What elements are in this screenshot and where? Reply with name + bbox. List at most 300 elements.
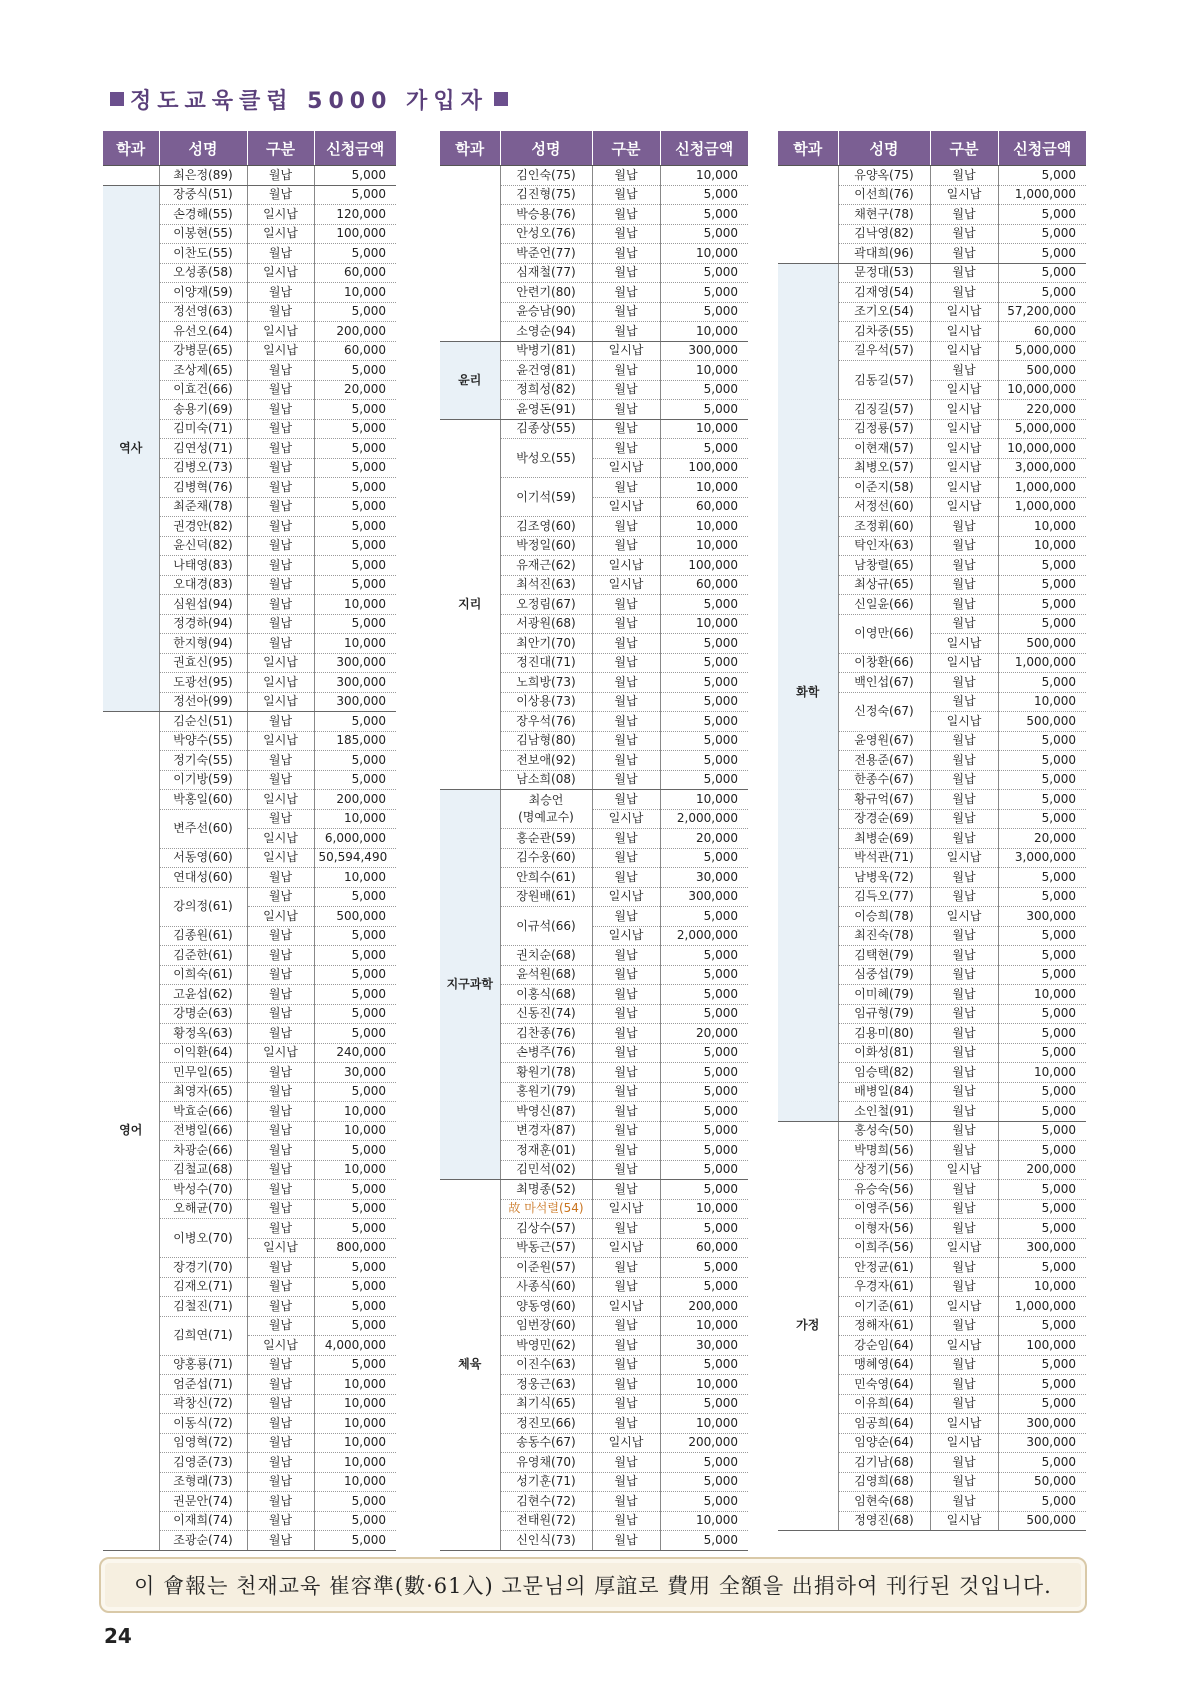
amount-cell: 5,000: [660, 1141, 748, 1161]
amount-cell: 10,000,000: [998, 380, 1086, 400]
amount-cell: 10,000: [998, 1277, 1086, 1297]
amount-cell: 5,000: [660, 1394, 748, 1414]
amount-cell: 5,000: [314, 712, 396, 732]
name-cell: 문정대(53): [838, 263, 930, 283]
type-cell: 월납: [930, 244, 998, 264]
member-table-3: [778, 131, 1086, 1531]
name-cell: 임영혁(72): [159, 1433, 247, 1453]
name-cell: 김현수(72): [500, 1492, 592, 1512]
name-cell: 백인섭(67): [838, 673, 930, 693]
type-cell: 월납: [247, 458, 314, 478]
name-cell: 정웅근(63): [500, 1375, 592, 1395]
type-cell: 월납: [930, 1004, 998, 1024]
header-type: 구분: [592, 131, 660, 166]
type-cell: 월납: [592, 380, 660, 400]
amount-cell: 5,000: [314, 439, 396, 459]
name-cell: 김징길(57): [838, 400, 930, 420]
name-cell: 전병일(66): [159, 1121, 247, 1141]
name-cell: 연대성(60): [159, 868, 247, 888]
name-cell: 김차중(55): [838, 322, 930, 342]
name-cell: 정선아(99): [159, 692, 247, 712]
amount-cell: 5,000: [998, 1102, 1086, 1122]
amount-cell: 10,000: [660, 419, 748, 439]
type-cell: 월납: [247, 185, 314, 205]
amount-cell: 10,000: [660, 361, 748, 381]
type-cell: 월납: [247, 634, 314, 654]
amount-cell: 5,000: [314, 536, 396, 556]
type-cell: 일시납: [930, 1433, 998, 1453]
amount-cell: 5,000: [314, 926, 396, 946]
table-row: [778, 1121, 1086, 1141]
name-cell: 윤건영(81): [500, 361, 592, 381]
amount-cell: 5,000: [998, 575, 1086, 595]
member-table-2: [440, 131, 748, 1551]
dept-cell: 화학: [778, 263, 838, 1121]
type-cell: 월납: [592, 985, 660, 1005]
amount-cell: 10,000: [660, 1511, 748, 1531]
amount-cell: 5,000: [660, 400, 748, 420]
name-cell: 윤영원(67): [838, 731, 930, 751]
name-cell: 곽창신(72): [159, 1394, 247, 1414]
type-cell: 월납: [247, 439, 314, 459]
type-cell: 월납: [930, 1472, 998, 1492]
type-cell: 월납: [592, 770, 660, 790]
amount-cell: 5,000: [314, 517, 396, 537]
amount-cell: 10,000: [660, 614, 748, 634]
amount-cell: 5,000: [998, 595, 1086, 615]
name-cell: 최진숙(78): [838, 926, 930, 946]
type-cell: 월납: [930, 283, 998, 303]
amount-cell: 5,000: [998, 809, 1086, 829]
name-cell: 강순임(64): [838, 1336, 930, 1356]
name-cell: 이상용(73): [500, 692, 592, 712]
type-cell: 월납: [592, 868, 660, 888]
amount-cell: 57,200,000: [998, 302, 1086, 322]
amount-cell: 1,000,000: [998, 478, 1086, 498]
type-cell: 월납: [592, 166, 660, 186]
name-cell: 이익환(64): [159, 1043, 247, 1063]
name-cell: 최병오(57): [838, 458, 930, 478]
amount-cell: 5,000: [660, 1004, 748, 1024]
table-row: [103, 185, 396, 205]
amount-cell: 5,000: [314, 1141, 396, 1161]
type-cell: 월납: [247, 1160, 314, 1180]
name-cell: 이규석(66): [500, 907, 592, 946]
name-cell: 양동영(60): [500, 1297, 592, 1317]
header-type: 구분: [930, 131, 998, 166]
amount-cell: 5,000: [314, 478, 396, 498]
name-cell: 정희성(82): [500, 380, 592, 400]
name-cell: 유승숙(56): [838, 1180, 930, 1200]
name-cell: 이승희(78): [838, 907, 930, 927]
name-cell: 김인숙(75): [500, 166, 592, 186]
type-cell: 월납: [247, 400, 314, 420]
name-cell: 김정룡(57): [838, 419, 930, 439]
type-cell: 월납: [592, 1277, 660, 1297]
table-row: [440, 1180, 748, 1200]
type-cell: 일시납: [247, 205, 314, 225]
amount-cell: 5,000: [314, 985, 396, 1005]
type-cell: 월납: [592, 205, 660, 225]
name-cell: 심원섭(94): [159, 595, 247, 615]
amount-cell: 10,000: [998, 1063, 1086, 1083]
table-row: [440, 341, 748, 361]
type-cell: 일시납: [930, 302, 998, 322]
name-cell: 이희숙(61): [159, 965, 247, 985]
dept-cell: [778, 166, 838, 264]
type-cell: 월납: [592, 283, 660, 303]
name-cell: 전용준(67): [838, 751, 930, 771]
name-cell: 박명희(56): [838, 1141, 930, 1161]
name-cell: 전태원(72): [500, 1511, 592, 1531]
amount-cell: 5,000,000: [998, 419, 1086, 439]
amount-cell: 5,000: [660, 1043, 748, 1063]
type-cell: 일시납: [930, 478, 998, 498]
dept-cell: 지리: [440, 419, 500, 790]
name-cell: 오대경(83): [159, 575, 247, 595]
table-row: [440, 790, 748, 810]
amount-cell: 5,000: [998, 1043, 1086, 1063]
amount-cell: 10,000: [314, 595, 396, 615]
name-cell: 김미숙(71): [159, 419, 247, 439]
amount-cell: 5,000: [660, 1492, 748, 1512]
amount-cell: 60,000: [998, 322, 1086, 342]
type-cell: 일시납: [930, 1238, 998, 1258]
type-cell: 월납: [247, 614, 314, 634]
amount-cell: 60,000: [660, 1238, 748, 1258]
type-cell: 일시납: [930, 380, 998, 400]
name-cell: 최안기(70): [500, 634, 592, 654]
name-cell: 도광선(95): [159, 673, 247, 693]
amount-cell: 500,000: [998, 1511, 1086, 1531]
name-cell: 최병순(69): [838, 829, 930, 849]
amount-cell: 5,000: [660, 965, 748, 985]
name-cell: 조상제(65): [159, 361, 247, 381]
type-cell: 월납: [247, 770, 314, 790]
amount-cell: 500,000: [998, 361, 1086, 381]
amount-cell: 10,000: [314, 1453, 396, 1473]
amount-cell: 5,000: [660, 1121, 748, 1141]
amount-cell: 5,000: [314, 244, 396, 264]
type-cell: 월납: [592, 1472, 660, 1492]
name-cell: 홍순관(59): [500, 829, 592, 849]
amount-cell: 20,000: [660, 1024, 748, 1044]
name-cell: 이영주(56): [838, 1199, 930, 1219]
name-cell: 박영신(87): [500, 1102, 592, 1122]
amount-cell: 5,000: [660, 1102, 748, 1122]
type-cell: 월납: [247, 1277, 314, 1297]
name-cell: 손경해(55): [159, 205, 247, 225]
type-cell: 월납: [247, 985, 314, 1005]
type-cell: 월납: [930, 575, 998, 595]
amount-cell: 5,000: [998, 1219, 1086, 1239]
name-cell: 장중식(51): [159, 185, 247, 205]
type-cell: 월납: [247, 1219, 314, 1239]
type-cell: 일시납: [930, 497, 998, 517]
amount-cell: 5,000: [314, 1024, 396, 1044]
type-cell: 일시납: [930, 712, 998, 732]
amount-cell: 5,000: [660, 634, 748, 654]
amount-cell: 10,000: [314, 1121, 396, 1141]
type-cell: 월납: [930, 1316, 998, 1336]
amount-cell: 800,000: [314, 1238, 396, 1258]
amount-cell: 5,000: [998, 1258, 1086, 1278]
name-cell: 박양수(55): [159, 731, 247, 751]
amount-cell: 50,000: [998, 1472, 1086, 1492]
name-cell: 이희주(56): [838, 1238, 930, 1258]
name-cell: 우경자(61): [838, 1277, 930, 1297]
amount-cell: 10,000: [314, 1472, 396, 1492]
type-cell: 월납: [247, 712, 314, 732]
name-cell: 신일윤(66): [838, 595, 930, 615]
type-cell: 월납: [930, 1492, 998, 1512]
amount-cell: 5,000: [998, 770, 1086, 790]
type-cell: 월납: [592, 361, 660, 381]
type-cell: 월납: [247, 166, 314, 186]
type-cell: 일시납: [592, 458, 660, 478]
name-cell: 김용미(80): [838, 1024, 930, 1044]
header-dept: 학과: [103, 131, 159, 166]
amount-cell: 100,000: [998, 1336, 1086, 1356]
type-cell: 일시납: [247, 673, 314, 693]
type-cell: 월납: [247, 595, 314, 615]
amount-cell: 5,000: [314, 361, 396, 381]
name-cell: 이준원(57): [500, 1258, 592, 1278]
amount-cell: 5,000: [660, 185, 748, 205]
type-cell: 월납: [930, 1277, 998, 1297]
name-cell: 한지형(94): [159, 634, 247, 654]
type-cell: 월납: [930, 946, 998, 966]
amount-cell: 5,000: [998, 790, 1086, 810]
amount-cell: 5,000,000: [998, 341, 1086, 361]
name-cell: 유양옥(75): [838, 166, 930, 186]
type-cell: 월납: [930, 614, 998, 634]
name-cell: 변경자(87): [500, 1121, 592, 1141]
name-cell: 오해균(70): [159, 1199, 247, 1219]
name-cell: 최기식(65): [500, 1394, 592, 1414]
amount-cell: 5,000: [998, 1024, 1086, 1044]
type-cell: 일시납: [247, 322, 314, 342]
name-cell: 심재철(77): [500, 263, 592, 283]
type-cell: 월납: [592, 848, 660, 868]
type-cell: 월납: [592, 829, 660, 849]
type-cell: 월납: [592, 1004, 660, 1024]
name-cell: 김민석(02): [500, 1160, 592, 1180]
amount-cell: 10,000: [660, 1375, 748, 1395]
amount-cell: 300,000: [660, 887, 748, 907]
name-cell: 박병기(81): [500, 341, 592, 361]
type-cell: 월납: [247, 1180, 314, 1200]
type-cell: 월납: [247, 536, 314, 556]
type-cell: 월납: [592, 1121, 660, 1141]
name-cell: 김찬종(76): [500, 1024, 592, 1044]
type-cell: 월납: [592, 712, 660, 732]
amount-cell: 10,000: [998, 692, 1086, 712]
type-cell: 일시납: [930, 341, 998, 361]
type-cell: 월납: [247, 1004, 314, 1024]
name-cell: 김준한(61): [159, 946, 247, 966]
amount-cell: 5,000: [660, 1258, 748, 1278]
name-cell: 조정휘(60): [838, 517, 930, 537]
name-cell: 이진수(63): [500, 1355, 592, 1375]
amount-cell: 5,000: [998, 1492, 1086, 1512]
amount-cell: 10,000: [314, 1433, 396, 1453]
amount-cell: 100,000: [660, 458, 748, 478]
name-cell: 이봉현(55): [159, 224, 247, 244]
amount-cell: 5,000: [998, 1199, 1086, 1219]
name-cell: 이기방(59): [159, 770, 247, 790]
amount-cell: 5,000: [998, 1453, 1086, 1473]
type-cell: 월납: [592, 439, 660, 459]
amount-cell: 500,000: [998, 634, 1086, 654]
amount-cell: 5,000: [314, 751, 396, 771]
dept-cell: 체육: [440, 1180, 500, 1551]
name-cell: 정영진(68): [838, 1511, 930, 1531]
amount-cell: 10,000: [660, 244, 748, 264]
type-cell: 월납: [592, 1336, 660, 1356]
amount-cell: 200,000: [314, 322, 396, 342]
type-cell: 월납: [247, 946, 314, 966]
table-row: [440, 166, 748, 186]
name-cell: 이형자(56): [838, 1219, 930, 1239]
amount-cell: 5,000: [314, 302, 396, 322]
amount-cell: 20,000: [314, 380, 396, 400]
amount-cell: 5,000: [660, 946, 748, 966]
type-cell: 월납: [930, 770, 998, 790]
amount-cell: 5,000: [660, 263, 748, 283]
type-cell: 월납: [247, 926, 314, 946]
name-cell: 김연성(71): [159, 439, 247, 459]
type-cell: 일시납: [592, 1433, 660, 1453]
amount-cell: 5,000: [660, 1180, 748, 1200]
name-cell: 이기준(61): [838, 1297, 930, 1317]
amount-cell: 5,000: [314, 575, 396, 595]
type-cell: 월납: [592, 244, 660, 264]
name-cell: 안련기(80): [500, 283, 592, 303]
amount-cell: 10,000: [660, 166, 748, 186]
amount-cell: 5,000: [998, 1180, 1086, 1200]
name-cell: 유영채(70): [500, 1453, 592, 1473]
type-cell: 월납: [247, 302, 314, 322]
type-cell: 월납: [247, 380, 314, 400]
type-cell: 월납: [247, 868, 314, 888]
amount-cell: 120,000: [314, 205, 396, 225]
table-row: [440, 419, 748, 439]
type-cell: 월납: [247, 497, 314, 517]
name-cell: 전보애(92): [500, 751, 592, 771]
name-cell: 박성수(70): [159, 1180, 247, 1200]
type-cell: 월납: [592, 1453, 660, 1473]
name-cell: 나태영(83): [159, 556, 247, 576]
name-cell: 김영희(68): [838, 1472, 930, 1492]
amount-cell: 5,000: [660, 907, 748, 927]
name-cell: 엄준섭(71): [159, 1375, 247, 1395]
name-cell: 이병오(70): [159, 1219, 247, 1258]
type-cell: 월납: [247, 283, 314, 303]
amount-cell: 5,000: [660, 673, 748, 693]
type-cell: 월납: [592, 1355, 660, 1375]
amount-cell: 10,000: [998, 517, 1086, 537]
type-cell: 월납: [930, 361, 998, 381]
type-cell: 일시납: [930, 634, 998, 654]
name-cell: 임승택(82): [838, 1063, 930, 1083]
name-cell: 노희방(73): [500, 673, 592, 693]
amount-cell: 5,000: [660, 692, 748, 712]
type-cell: 월납: [592, 634, 660, 654]
name-cell: 장원배(61): [500, 887, 592, 907]
amount-cell: 20,000: [660, 829, 748, 849]
amount-cell: 5,000: [314, 1316, 396, 1336]
name-cell: 조형래(73): [159, 1472, 247, 1492]
amount-cell: 5,000: [998, 263, 1086, 283]
name-cell: 송동수(67): [500, 1433, 592, 1453]
name-cell: 황규억(67): [838, 790, 930, 810]
type-cell: 일시납: [247, 848, 314, 868]
name-cell: 정해자(61): [838, 1316, 930, 1336]
type-cell: 월납: [930, 809, 998, 829]
name-cell: 사종식(60): [500, 1277, 592, 1297]
name-cell: 최석진(63): [500, 575, 592, 595]
amount-cell: 300,000: [314, 653, 396, 673]
amount-cell: 10,000: [314, 1102, 396, 1122]
type-cell: 월납: [592, 1063, 660, 1083]
name-cell: 길우석(57): [838, 341, 930, 361]
type-cell: 일시납: [247, 1238, 314, 1258]
amount-cell: 5,000: [660, 1063, 748, 1083]
amount-cell: 10,000: [998, 985, 1086, 1005]
name-cell: 김재영(54): [838, 283, 930, 303]
name-cell: 박성오(55): [500, 439, 592, 478]
type-cell: 월납: [930, 224, 998, 244]
name-cell: 홍원기(79): [500, 1082, 592, 1102]
amount-cell: 1,000,000: [998, 1297, 1086, 1317]
type-cell: 월납: [247, 1297, 314, 1317]
type-cell: 월납: [247, 1511, 314, 1531]
name-cell: 서동영(60): [159, 848, 247, 868]
amount-cell: 5,000: [314, 556, 396, 576]
amount-cell: 300,000: [998, 907, 1086, 927]
amount-cell: 5,000: [660, 224, 748, 244]
name-cell: 이유희(64): [838, 1394, 930, 1414]
type-cell: 월납: [592, 322, 660, 342]
type-cell: 월납: [592, 1160, 660, 1180]
name-cell: 유선오(64): [159, 322, 247, 342]
amount-cell: 5,000: [314, 497, 396, 517]
name-cell: 최명종(52): [500, 1180, 592, 1200]
name-cell: 성기훈(71): [500, 1472, 592, 1492]
amount-cell: 5,000: [314, 946, 396, 966]
type-cell: 월납: [930, 166, 998, 186]
name-cell: 박준언(77): [500, 244, 592, 264]
name-cell: 서정선(60): [838, 497, 930, 517]
name-cell: 김상수(57): [500, 1219, 592, 1239]
name-cell: 상정기(56): [838, 1160, 930, 1180]
amount-cell: 2,000,000: [660, 926, 748, 946]
amount-cell: 300,000: [314, 692, 396, 712]
name-cell: 이동식(72): [159, 1414, 247, 1434]
type-cell: 월납: [592, 1180, 660, 1200]
type-cell: 월납: [930, 1199, 998, 1219]
name-cell: 김동길(57): [838, 361, 930, 400]
name-cell: 변주선(60): [159, 809, 247, 848]
amount-cell: 10,000: [660, 1414, 748, 1434]
name-cell: 강의정(61): [159, 887, 247, 926]
amount-cell: 5,000: [998, 1004, 1086, 1024]
header-name: 성명: [838, 131, 930, 166]
dept-cell: 윤리: [440, 341, 500, 419]
header-amount: 신청금액: [660, 131, 748, 166]
header-name: 성명: [159, 131, 247, 166]
